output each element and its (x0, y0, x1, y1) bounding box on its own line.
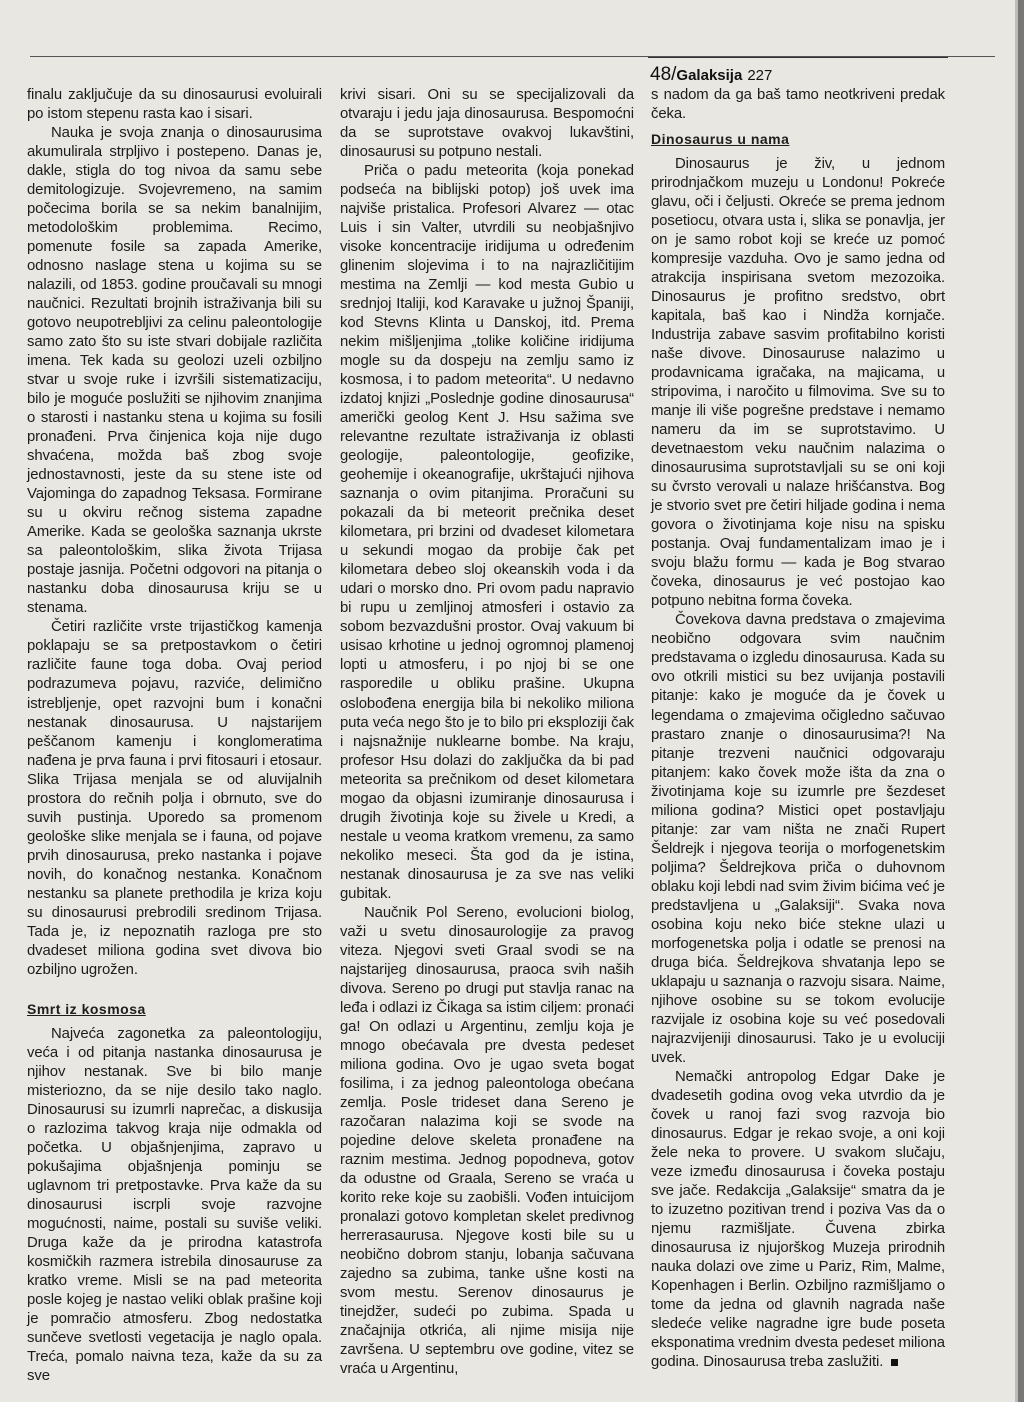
header-rule (648, 57, 948, 58)
paragraph: Četiri različite vrste trijastičkog kamenja poklapaju se sa pretpostavkom o četiri različite faune toga doba. Ovaj period podrazumeva pojavu, razviće, delimično istrebljenje, opet razvojni bum i konačni nestanak dinosaurusa. U najstarijem peščanom kamenju i konglomeratima nađena je prva fauna i prvi fitosauri i etosaur. Slika Trijasa menjala se od aluvijalnih prostora do rečnih polja i obrnuto, sve do suvih pustinja. Uporedo sa promenom geološke slike menjala se i fauna, od pojave prvih dinosaurusa, preko nastanka i pojave novih, do konačnog nestanka. Konačnom nestanku sa planete prethodila je kriza koju su dinosaurusi prebrodili sredinom Trijasa. Tada je, iz nepoznatih razloga pre sto dvadeset miliona godina svet divova bio ozbiljno ugrožen. (27, 619, 322, 978)
section-heading: Dinosaurus u nama (651, 131, 790, 148)
paragraph: krivi sisari. Oni su se specijalizovali da otvaraju i jedu jaja dinosaurusa. Bespomoćni da se suprotstave ovakvoj lukavštini, dinosaurusi su potpuno nestali. (340, 87, 634, 161)
paragraph: finalu zaključuje da su dinosaurusi evoluirali po istom stepenu rasta kao i sisari. (27, 87, 322, 123)
paragraph: Priča o padu meteorita (koja ponekad podseća na biblijski potop) još uvek ima najviše pristalica. Profesori Alvarez — otac Luis i sin Valter, utvrdili su neobjašnjivo visoke koncentracije iridijuma u određenim glinenim slojevima i to na najrazličitijim mestima na Zemlji — kod mesta Gubio u srednjoj Italiji, kod Karavake u južnoj Španiji, kod Stevns Klinta u Danskoj, itd. Prema nekim mišljenjima „tolike količine iridijuma mogle su da dospeju na zemlju samo iz kosmosa, i to padom meteorita“. U nedavno izdatoj knjizi „Poslednje godine dinosaurusa“ američki geolog Kent J. Hsu sažima sve relevantne rezultate istraživanja iz oblasti geologije, paleontologije, geofizike, geohemije i okeanografije, ukrštajući njihova saznanja o ovim pitanjima. Proračuni su pokazali da bi meteorit prečnika deset kilometara, pri brzini od dvadeset kilometara u sekundi mogao da probije čak pet kilometara debeo sloj okeanskih voda i da udari o morsko dno. Pri ovom padu napravio bi rupu u zemljinoj atmosferi i ostavio za sobom bezvazdušni prostor. Ovaj vakuum bi usisao krhotine u jednoj ogromnoj plamenoj lopti u atmosferu, i po njoj bi se one rasporedile u obliku prašine. Ukupna oslobođena energija bila bi nekoliko miliona puta veća nego što je to bilo pri eksploziji čak i najsnažnije nuklearne bombe. Na kraju, profesor Hsu dolazi do zaključka da bi pad meteorita sa prečnikom od deset kilometara mogao da objasni izumiranje dinosaurusa i drugih životinja koje su živele u Kredi, a nestale u veoma kratkom vremenu, za samo nekoliko meseci. Šta god da je istina, nestanak dinosaurusa je za sve nas veliki gubitak. (340, 163, 634, 902)
page-edge (1018, 0, 1024, 1402)
paragraph: Naučnik Pol Sereno, evolucioni biolog, važi u svetu dinosaurologije za pravog viteza. Njegovi sveti Graal svodi se na najstarijeg dinosaurusa, praoca svih naših divova. Sereno po drugi put stavlja ranac na leđa i odlazi iz Čikaga sa istim ciljem: pronaći ga! On odlazi u Argentinu, zemlju koja je mnogo obećavala pre dvesta pedeset miliona godina. Ovo je ugao sveta bogat fosilima, i za jednog paleontologa obećana zemlja. Posle trideset dana Sereno je razočaran nalazima koji se svode na pojedine delove skeleta pronađene na raznim mestima. Jednog popodneva, gotov da odustne od Graala, Sereno se vraća u korito reke koje su zaobišli. Vođen intuicijom pronalazi gotovo kompletan skelet predivnog herrerasaurusa. Njegove kosti bile su u neobično dobrom stanju, lobanja sačuvana zajedno sa zubima, tanke ušne kosti na svom mestu. Serenov dinosaurus je tinejdžer, sudeći po zubima. Spada u značajnija otkrića, ali njime misija nije završena. U septembru ove godine, vitez se vraća u Argentinu, (340, 904, 634, 1378)
paragraph: Najveća zagonetka za paleontologiju, veća i od pitanja nastanka dinosaurusa je njihov nestanak. Sve bi bilo manje misteriozno, da se nije desilo tako naglo. Dinosaurusi su izumrli naprečac, a diskusija o razlozima takvog kraja nije odmakla od početka. U objašnjenjima, zapravo u pokušajima objašnjenja pominju se uglavnom tri pretpostavke. Prva kaže da su dinosaurusi iscrpli svoje razvojne mogućnosti, naime, postali su suviše veliki. Druga kaže da je prirodna katastrofa kosmičkih razmera istrebila dinosauruse za kratko vreme. Misli se na pad meteorita posle kojeg je nastao veliki oblak prašine koji je pomračio atmosferu. Zbog nedostatka sunčeve svetlosti vegetacija je naglo opala. Treća, pomalo naivna teza, kaže da su za sve (27, 1025, 322, 1385)
paragraph: s nadom da ga baš tamo neotkriveni predak čeka. (651, 87, 945, 123)
issue-number: 48/ (650, 64, 677, 85)
column-1 (27, 86, 322, 1386)
magazine-name: Galaksija (676, 67, 743, 84)
paragraph-text: Nemački antropolog Edgar Dake je dvadesetih godina ovog veka utvrdio da je čovek u ranoj fazi svog razvoja bio dinosaurus. Edgar je rekao svoje, a oni koji žele neka to provere. U svakom slučaju, veze između dinosaurusa i čoveka postaju sve jače. Redakcija „Galaksije“ smatra da je to izuzetno pozitivan trend i poziva Vas da o njemu razmišljate. Čuvena zbirka dinosaurusa iz njujorškog Muzeja prirodnih nauka dolazi ove zime u Pariz, Rim, Malme, Kopenhagen i Berlin. Ozbiljno razmišljamo o tome da jedna od glavnih nagrada naše sledeće velike nagradne igre bude poseta eksponatima vrednim dvesta pedeset miliona godina. Dinosaurusa treba zaslužiti. (651, 1068, 945, 1371)
paragraph (651, 1068, 945, 1372)
paragraph: Nauka je svoja znanja o dinosaurusima akumulirala strpljivo i postepeno. Danas je, dakle, stigla do tog nivoa da samu sebe demitologizuje. Svojevremeno, na samim počecima borila se sa nekim banalnijim, metodološkim problemima. Recimo, pomenute fosile sa zapada Amerike, odnosno naslage stena u kojima su se nalazili, od 1853. godine proučavali su mnogi naučnici. Rezultati brojnih istraživanja bili su gotovo neupotrebljivi za celinu paleontologije samo zato što su iste stvari dobijale različita imena. Tek kada su geolozi uzeli ozbiljno stvar u svoje ruke i izvršili sistematizaciju, bilo je moguće poslužiti se njihovim znanjima o starosti i nastanku stena u kojima su fosili pronađeni. Prva činjenica koja nije dugo shvaćena, možda baš zbog svoje jednostavnosti, jeste da su stene iste od Vajominga do zapadnog Teksasa. Formirane su u okviru rečnog sistema zapadne Amerike. Kada se geološka saznanja ukrste sa paleontološkim, slika života Trijasa postaje jasnija. Početni odgovori na pitanja o nastanku doba dinosaurusa kriju se u stenama. (27, 125, 322, 617)
column-3 (651, 86, 945, 1372)
paragraph: Dinosaurus je živ, u jednom prirodnjačkom muzeju u Londonu! Pokreće glavu, oči i čeljusti. Okreće se prema jednom posetiocu, otvara usta i, slika se ponavlja, jer on je samo robot koji se kreće uz pomoć kompresije vazduha. Ovo je samo jedna od atrakcija inspirisana svetom mezozoika. Dinosaurus je profitno sredstvo, obrt kapitala, baš kao i Nindža kornjače. Industrija zabave sasvim profitabilno koristi naše divove. Dinosauruse nalazimo u prodavnicama igračaka, na majicama, u stripovima, i naročito u filmovima. Sve su to manje ili više pogrešne predstave i nemamo nameru da im se suprotstavimo. U devetnaestom veku naučnim nalazima o dinosaurusima suprotstavljali su se oni koji su čvrsto verovali u nalaze hrišćanstva. Bog je stvorio svet pre četiri hiljade godina i nema govora o životinjama koje nisu na spisku postanja. Ovaj fundamentalizam imao je i svoju blažu formu — kada je Bog stvarao čoveka, dinosaurus je već postojao kao potpuno nebitna forma čoveka. (651, 156, 945, 610)
page-header (650, 64, 772, 86)
column-2 (340, 86, 634, 1379)
paragraph: Čovekova davna predstava o zmajevima neobično odgovara svim naučnim predstavama o izgledu dinosaurusa. Kada su ovo otkrili mistici su bez uvijanja postavili pitanje: kako je moguće da je čovek u legendama o zmajevima očigledno sačuvao prastaro znanje o dinosaurusima?! Na pitanje trezveni naučnici odgovaraju pitanjem: kako čovek može išta da zna o životinjama koje su izumrle pre šezdeset miliona godina? Mistici opet postavljaju pitanje: zar vam ništa ne znači Rupert Šeldrejk i njegova teorija o morfogenetskim poljima? Šeldrejkova priča o duhovnom oblaku koji lebdi nad svim živim bićima već je predstavljena u „Galaksiji“. Svaka nova osobina koju neko biće stekne ulazi u morfogenetska polja i odatle se prenosi na druga bića. Šeldrejkova shvatanja lepo se uklapaju u saznanja o razvoju sisara. Naime, njihove osobine su se tokom evolucije razvijale iz osobina koje su već posedovali najrazvijeniji dinosaurusi. Tako je u evoluciji uvek. (651, 612, 945, 1066)
end-mark-icon (891, 1359, 898, 1366)
section-heading: Smrt iz kosmosa (27, 1000, 146, 1017)
page-number: 227 (747, 67, 773, 84)
